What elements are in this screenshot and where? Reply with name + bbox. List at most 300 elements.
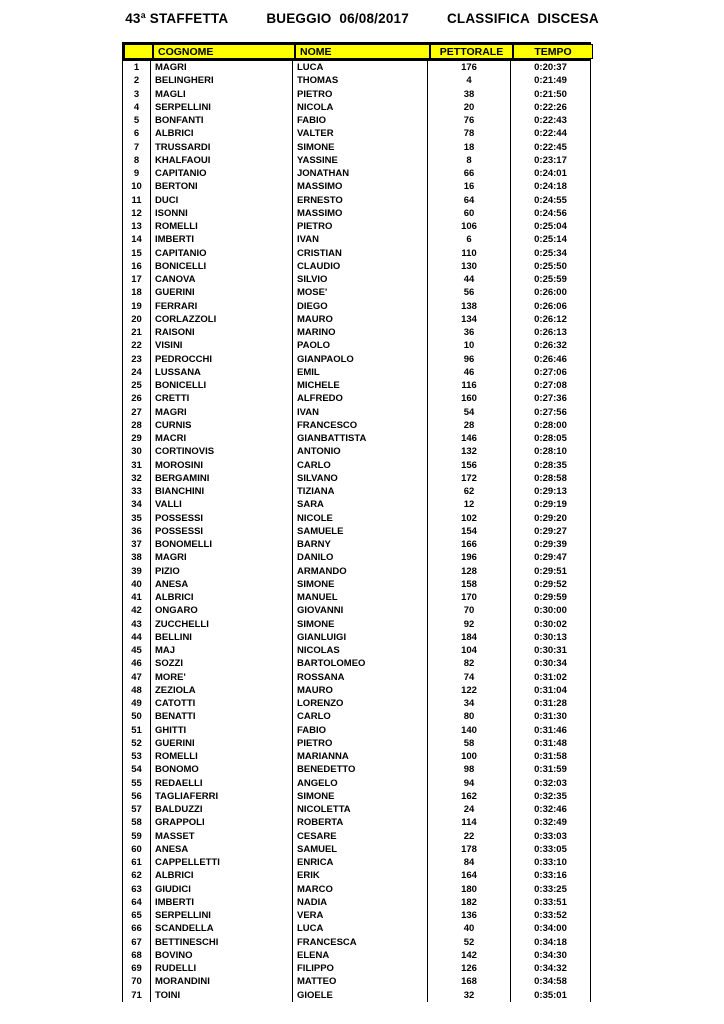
table-row xyxy=(122,763,591,776)
cell-pettorale: 32 xyxy=(428,989,511,1002)
cell-cognome: BETTINESCHI xyxy=(151,936,293,949)
cell-rank: 60 xyxy=(122,843,151,856)
cell-rank: 44 xyxy=(122,631,151,644)
cell-cognome: ANESA xyxy=(151,578,293,591)
cell-pettorale: 140 xyxy=(428,724,511,737)
cell-pettorale: 100 xyxy=(428,750,511,763)
cell-cognome: MASSET xyxy=(151,830,293,843)
cell-cognome: MOROSINI xyxy=(151,459,293,472)
cell-rank: 3 xyxy=(122,88,151,101)
cell-nome: EMIL xyxy=(293,366,428,379)
cell-nome: FRANCESCA xyxy=(293,936,428,949)
cell-nome: GIANLUIGI xyxy=(293,631,428,644)
cell-rank: 67 xyxy=(122,936,151,949)
cell-nome: FILIPPO xyxy=(293,962,428,975)
cell-pettorale: 60 xyxy=(428,207,511,220)
cell-tempo: 0:32:03 xyxy=(511,777,591,790)
cell-rank: 68 xyxy=(122,949,151,962)
cell-cognome: CANOVA xyxy=(151,273,293,286)
table-row xyxy=(122,194,591,207)
cell-pettorale: 70 xyxy=(428,604,511,617)
cell-pettorale: 154 xyxy=(428,525,511,538)
table-row xyxy=(122,88,591,101)
cell-rank: 23 xyxy=(122,353,151,366)
cell-nome: LUCA xyxy=(293,922,428,935)
table-row xyxy=(122,525,591,538)
cell-rank: 10 xyxy=(122,180,151,193)
cell-cognome: ROMELLI xyxy=(151,220,293,233)
table-row xyxy=(122,565,591,578)
table-row xyxy=(122,604,591,617)
cell-nome: CLAUDIO xyxy=(293,260,428,273)
table-row xyxy=(122,975,591,988)
cell-tempo: 0:28:05 xyxy=(511,432,591,445)
cell-rank: 50 xyxy=(122,710,151,723)
table-body xyxy=(122,61,591,1002)
cell-cognome: BONOMELLI xyxy=(151,538,293,551)
table-row xyxy=(122,247,591,260)
cell-pettorale: 164 xyxy=(428,869,511,882)
cell-cognome: ONGARO xyxy=(151,604,293,617)
cell-tempo: 0:26:12 xyxy=(511,313,591,326)
table-row xyxy=(122,618,591,631)
cell-rank: 5 xyxy=(122,114,151,127)
cell-pettorale: 38 xyxy=(428,88,511,101)
cell-cognome: BALDUZZI xyxy=(151,803,293,816)
cell-rank: 4 xyxy=(122,101,151,114)
cell-tempo: 0:34:00 xyxy=(511,922,591,935)
cell-cognome: ROMELLI xyxy=(151,750,293,763)
cell-cognome: CRETTI xyxy=(151,392,293,405)
table-row xyxy=(122,273,591,286)
header-cognome: COGNOME xyxy=(153,44,295,59)
cell-rank: 22 xyxy=(122,339,151,352)
cell-tempo: 0:34:32 xyxy=(511,962,591,975)
cell-cognome: RAISONI xyxy=(151,326,293,339)
cell-pettorale: 92 xyxy=(428,618,511,631)
cell-cognome: IMBERTI xyxy=(151,233,293,246)
cell-pettorale: 134 xyxy=(428,313,511,326)
cell-cognome: BELINGHERI xyxy=(151,74,293,87)
table-row xyxy=(122,657,591,670)
table-row xyxy=(122,697,591,710)
table-header-row xyxy=(122,42,591,61)
cell-tempo: 0:33:52 xyxy=(511,909,591,922)
cell-rank: 51 xyxy=(122,724,151,737)
cell-nome: DIEGO xyxy=(293,300,428,313)
cell-rank: 61 xyxy=(122,856,151,869)
cell-tempo: 0:34:58 xyxy=(511,975,591,988)
table-row xyxy=(122,949,591,962)
cell-rank: 30 xyxy=(122,445,151,458)
cell-tempo: 0:26:32 xyxy=(511,339,591,352)
cell-nome: BARNY xyxy=(293,538,428,551)
cell-pettorale: 136 xyxy=(428,909,511,922)
cell-tempo: 0:31:46 xyxy=(511,724,591,737)
cell-rank: 20 xyxy=(122,313,151,326)
cell-pettorale: 96 xyxy=(428,353,511,366)
cell-pettorale: 34 xyxy=(428,697,511,710)
cell-tempo: 0:32:35 xyxy=(511,790,591,803)
cell-nome: CESARE xyxy=(293,830,428,843)
cell-pettorale: 80 xyxy=(428,710,511,723)
cell-cognome: PIZIO xyxy=(151,565,293,578)
cell-rank: 48 xyxy=(122,684,151,697)
title-edition: 43ª STAFFETTA xyxy=(125,11,229,26)
cell-nome: ENRICA xyxy=(293,856,428,869)
cell-tempo: 0:22:45 xyxy=(511,141,591,154)
table-row xyxy=(122,419,591,432)
cell-nome: MARIANNA xyxy=(293,750,428,763)
cell-rank: 16 xyxy=(122,260,151,273)
table-row xyxy=(122,286,591,299)
cell-rank: 55 xyxy=(122,777,151,790)
table-row xyxy=(122,459,591,472)
cell-nome: GIOELE xyxy=(293,989,428,1002)
cell-tempo: 0:25:14 xyxy=(511,233,591,246)
cell-rank: 27 xyxy=(122,406,151,419)
cell-cognome: GIUDICI xyxy=(151,883,293,896)
header-tempo: TEMPO xyxy=(513,44,593,59)
cell-tempo: 0:33:10 xyxy=(511,856,591,869)
cell-rank: 54 xyxy=(122,763,151,776)
cell-nome: IVAN xyxy=(293,233,428,246)
cell-rank: 11 xyxy=(122,194,151,207)
cell-pettorale: 146 xyxy=(428,432,511,445)
cell-tempo: 0:31:30 xyxy=(511,710,591,723)
cell-rank: 63 xyxy=(122,883,151,896)
cell-nome: ERNESTO xyxy=(293,194,428,207)
cell-pettorale: 56 xyxy=(428,286,511,299)
cell-cognome: GUERINI xyxy=(151,286,293,299)
table-row xyxy=(122,896,591,909)
cell-nome: SIMONE xyxy=(293,790,428,803)
cell-pettorale: 98 xyxy=(428,763,511,776)
cell-tempo: 0:22:43 xyxy=(511,114,591,127)
cell-pettorale: 44 xyxy=(428,273,511,286)
cell-cognome: MAGRI xyxy=(151,551,293,564)
cell-nome: BENEDETTO xyxy=(293,763,428,776)
cell-tempo: 0:26:46 xyxy=(511,353,591,366)
cell-nome: ANGELO xyxy=(293,777,428,790)
cell-cognome: MAGRI xyxy=(151,61,293,74)
cell-cognome: VISINI xyxy=(151,339,293,352)
cell-tempo: 0:29:51 xyxy=(511,565,591,578)
table-row xyxy=(122,869,591,882)
cell-rank: 64 xyxy=(122,896,151,909)
table-row xyxy=(122,366,591,379)
cell-rank: 49 xyxy=(122,697,151,710)
cell-cognome: MAGRI xyxy=(151,406,293,419)
cell-tempo: 0:32:49 xyxy=(511,816,591,829)
table-row xyxy=(122,909,591,922)
cell-tempo: 0:29:47 xyxy=(511,551,591,564)
cell-pettorale: 102 xyxy=(428,512,511,525)
cell-nome: NADIA xyxy=(293,896,428,909)
cell-pettorale: 128 xyxy=(428,565,511,578)
cell-pettorale: 22 xyxy=(428,830,511,843)
cell-cognome: BONFANTI xyxy=(151,114,293,127)
header-rank xyxy=(124,44,153,59)
cell-nome: NICOLAS xyxy=(293,644,428,657)
table-row xyxy=(122,472,591,485)
cell-rank: 52 xyxy=(122,737,151,750)
cell-rank: 18 xyxy=(122,286,151,299)
cell-rank: 7 xyxy=(122,141,151,154)
cell-tempo: 0:24:01 xyxy=(511,167,591,180)
cell-rank: 37 xyxy=(122,538,151,551)
cell-tempo: 0:25:04 xyxy=(511,220,591,233)
cell-tempo: 0:30:13 xyxy=(511,631,591,644)
cell-tempo: 0:29:19 xyxy=(511,498,591,511)
cell-nome: BARTOLOMEO xyxy=(293,657,428,670)
table-row xyxy=(122,167,591,180)
cell-pettorale: 62 xyxy=(428,485,511,498)
table-row xyxy=(122,843,591,856)
cell-tempo: 0:31:04 xyxy=(511,684,591,697)
cell-cognome: ANESA xyxy=(151,843,293,856)
cell-rank: 34 xyxy=(122,498,151,511)
cell-cognome: IMBERTI xyxy=(151,896,293,909)
cell-nome: MASSIMO xyxy=(293,207,428,220)
cell-nome: GIOVANNI xyxy=(293,604,428,617)
cell-rank: 32 xyxy=(122,472,151,485)
cell-rank: 46 xyxy=(122,657,151,670)
cell-nome: NICOLA xyxy=(293,101,428,114)
cell-nome: SAMUELE xyxy=(293,525,428,538)
cell-cognome: PEDROCCHI xyxy=(151,353,293,366)
cell-cognome: DUCI xyxy=(151,194,293,207)
cell-nome: DANILO xyxy=(293,551,428,564)
cell-cognome: BERGAMINI xyxy=(151,472,293,485)
table-row xyxy=(122,180,591,193)
cell-rank: 38 xyxy=(122,551,151,564)
cell-rank: 56 xyxy=(122,790,151,803)
table-row xyxy=(122,379,591,392)
cell-tempo: 0:24:56 xyxy=(511,207,591,220)
cell-cognome: CURNIS xyxy=(151,419,293,432)
table-row xyxy=(122,233,591,246)
cell-tempo: 0:27:06 xyxy=(511,366,591,379)
cell-nome: LUCA xyxy=(293,61,428,74)
cell-tempo: 0:28:00 xyxy=(511,419,591,432)
cell-cognome: TAGLIAFERRI xyxy=(151,790,293,803)
cell-pettorale: 24 xyxy=(428,803,511,816)
table-row xyxy=(122,498,591,511)
cell-nome: MOSE' xyxy=(293,286,428,299)
cell-pettorale: 66 xyxy=(428,167,511,180)
table-row xyxy=(122,141,591,154)
table-row xyxy=(122,671,591,684)
cell-nome: FRANCESCO xyxy=(293,419,428,432)
cell-cognome: ALBRICI xyxy=(151,127,293,140)
cell-pettorale: 156 xyxy=(428,459,511,472)
cell-rank: 42 xyxy=(122,604,151,617)
cell-rank: 33 xyxy=(122,485,151,498)
cell-pettorale: 10 xyxy=(428,339,511,352)
cell-tempo: 0:30:02 xyxy=(511,618,591,631)
cell-tempo: 0:22:26 xyxy=(511,101,591,114)
cell-cognome: CAPITANIO xyxy=(151,167,293,180)
cell-pettorale: 78 xyxy=(428,127,511,140)
cell-cognome: CAPITANIO xyxy=(151,247,293,260)
cell-cognome: GUERINI xyxy=(151,737,293,750)
table-row xyxy=(122,710,591,723)
cell-nome: ROSSANA xyxy=(293,671,428,684)
cell-nome: MICHELE xyxy=(293,379,428,392)
cell-nome: GIANBATTISTA xyxy=(293,432,428,445)
cell-cognome: POSSESSI xyxy=(151,512,293,525)
cell-tempo: 0:27:56 xyxy=(511,406,591,419)
table-row xyxy=(122,962,591,975)
table-row xyxy=(122,127,591,140)
cell-pettorale: 18 xyxy=(428,141,511,154)
cell-pettorale: 168 xyxy=(428,975,511,988)
cell-pettorale: 122 xyxy=(428,684,511,697)
cell-nome: NICOLETTA xyxy=(293,803,428,816)
cell-pettorale: 160 xyxy=(428,392,511,405)
cell-nome: CARLO xyxy=(293,459,428,472)
cell-rank: 13 xyxy=(122,220,151,233)
cell-cognome: MACRI xyxy=(151,432,293,445)
cell-pettorale: 126 xyxy=(428,962,511,975)
cell-cognome: CAPPELLETTI xyxy=(151,856,293,869)
cell-tempo: 0:29:52 xyxy=(511,578,591,591)
cell-tempo: 0:28:10 xyxy=(511,445,591,458)
cell-pettorale: 178 xyxy=(428,843,511,856)
cell-rank: 62 xyxy=(122,869,151,882)
table-row xyxy=(122,856,591,869)
table-row xyxy=(122,313,591,326)
cell-cognome: MORANDINI xyxy=(151,975,293,988)
cell-pettorale: 132 xyxy=(428,445,511,458)
cell-pettorale: 138 xyxy=(428,300,511,313)
table-row xyxy=(122,207,591,220)
cell-rank: 21 xyxy=(122,326,151,339)
table-row xyxy=(122,61,591,74)
cell-rank: 58 xyxy=(122,816,151,829)
cell-tempo: 0:34:30 xyxy=(511,949,591,962)
cell-tempo: 0:35:01 xyxy=(511,989,591,1002)
cell-pettorale: 170 xyxy=(428,591,511,604)
cell-tempo: 0:21:49 xyxy=(511,74,591,87)
cell-pettorale: 20 xyxy=(428,101,511,114)
cell-cognome: BIANCHINI xyxy=(151,485,293,498)
cell-tempo: 0:25:34 xyxy=(511,247,591,260)
cell-rank: 71 xyxy=(122,989,151,1002)
cell-tempo: 0:31:58 xyxy=(511,750,591,763)
cell-nome: ROBERTA xyxy=(293,816,428,829)
cell-nome: VALTER xyxy=(293,127,428,140)
table-row xyxy=(122,883,591,896)
table-row xyxy=(122,538,591,551)
cell-pettorale: 166 xyxy=(428,538,511,551)
cell-rank: 12 xyxy=(122,207,151,220)
cell-tempo: 0:29:59 xyxy=(511,591,591,604)
cell-pettorale: 40 xyxy=(428,922,511,935)
cell-nome: LORENZO xyxy=(293,697,428,710)
cell-nome: ELENA xyxy=(293,949,428,962)
cell-tempo: 0:33:25 xyxy=(511,883,591,896)
cell-cognome: MORE' xyxy=(151,671,293,684)
cell-tempo: 0:31:59 xyxy=(511,763,591,776)
cell-pettorale: 180 xyxy=(428,883,511,896)
cell-nome: MASSIMO xyxy=(293,180,428,193)
cell-tempo: 0:24:55 xyxy=(511,194,591,207)
cell-cognome: ZEZIOLA xyxy=(151,684,293,697)
cell-cognome: BOVINO xyxy=(151,949,293,962)
cell-rank: 15 xyxy=(122,247,151,260)
table-row xyxy=(122,989,591,1002)
cell-pettorale: 36 xyxy=(428,326,511,339)
cell-cognome: KHALFAOUI xyxy=(151,154,293,167)
table-row xyxy=(122,512,591,525)
table-row xyxy=(122,936,591,949)
cell-tempo: 0:31:48 xyxy=(511,737,591,750)
cell-nome: SILVANO xyxy=(293,472,428,485)
cell-cognome: CATOTTI xyxy=(151,697,293,710)
cell-nome: GIANPAOLO xyxy=(293,353,428,366)
cell-rank: 47 xyxy=(122,671,151,684)
table-row xyxy=(122,591,591,604)
cell-nome: SILVIO xyxy=(293,273,428,286)
cell-rank: 36 xyxy=(122,525,151,538)
cell-nome: SARA xyxy=(293,498,428,511)
table-row xyxy=(122,750,591,763)
table-row xyxy=(122,101,591,114)
cell-cognome: BONOMO xyxy=(151,763,293,776)
cell-pettorale: 182 xyxy=(428,896,511,909)
cell-nome: SAMUEL xyxy=(293,843,428,856)
table-row xyxy=(122,445,591,458)
cell-nome: TIZIANA xyxy=(293,485,428,498)
title-classification: CLASSIFICA DISCESA xyxy=(446,11,599,26)
cell-nome: PIETRO xyxy=(293,220,428,233)
cell-rank: 40 xyxy=(122,578,151,591)
cell-cognome: SERPELLINI xyxy=(151,909,293,922)
table-row xyxy=(122,260,591,273)
cell-pettorale: 158 xyxy=(428,578,511,591)
table-row xyxy=(122,724,591,737)
cell-tempo: 0:27:08 xyxy=(511,379,591,392)
table-row xyxy=(122,790,591,803)
cell-cognome: TOINI xyxy=(151,989,293,1002)
cell-tempo: 0:29:20 xyxy=(511,512,591,525)
cell-pettorale: 172 xyxy=(428,472,511,485)
cell-pettorale: 64 xyxy=(428,194,511,207)
table-row xyxy=(122,300,591,313)
cell-rank: 59 xyxy=(122,830,151,843)
cell-pettorale: 16 xyxy=(428,180,511,193)
cell-nome: ANTONIO xyxy=(293,445,428,458)
cell-nome: ARMANDO xyxy=(293,565,428,578)
cell-tempo: 0:33:05 xyxy=(511,843,591,856)
cell-pettorale: 84 xyxy=(428,856,511,869)
cell-pettorale: 130 xyxy=(428,260,511,273)
cell-rank: 69 xyxy=(122,962,151,975)
cell-cognome: VALLI xyxy=(151,498,293,511)
results-table xyxy=(122,42,591,1002)
table-row xyxy=(122,74,591,87)
cell-nome: MARCO xyxy=(293,883,428,896)
cell-cognome: MAGLI xyxy=(151,88,293,101)
cell-nome: CARLO xyxy=(293,710,428,723)
cell-rank: 35 xyxy=(122,512,151,525)
cell-cognome: ZUCCHELLI xyxy=(151,618,293,631)
table-row xyxy=(122,485,591,498)
cell-rank: 9 xyxy=(122,167,151,180)
cell-cognome: BONICELLI xyxy=(151,260,293,273)
